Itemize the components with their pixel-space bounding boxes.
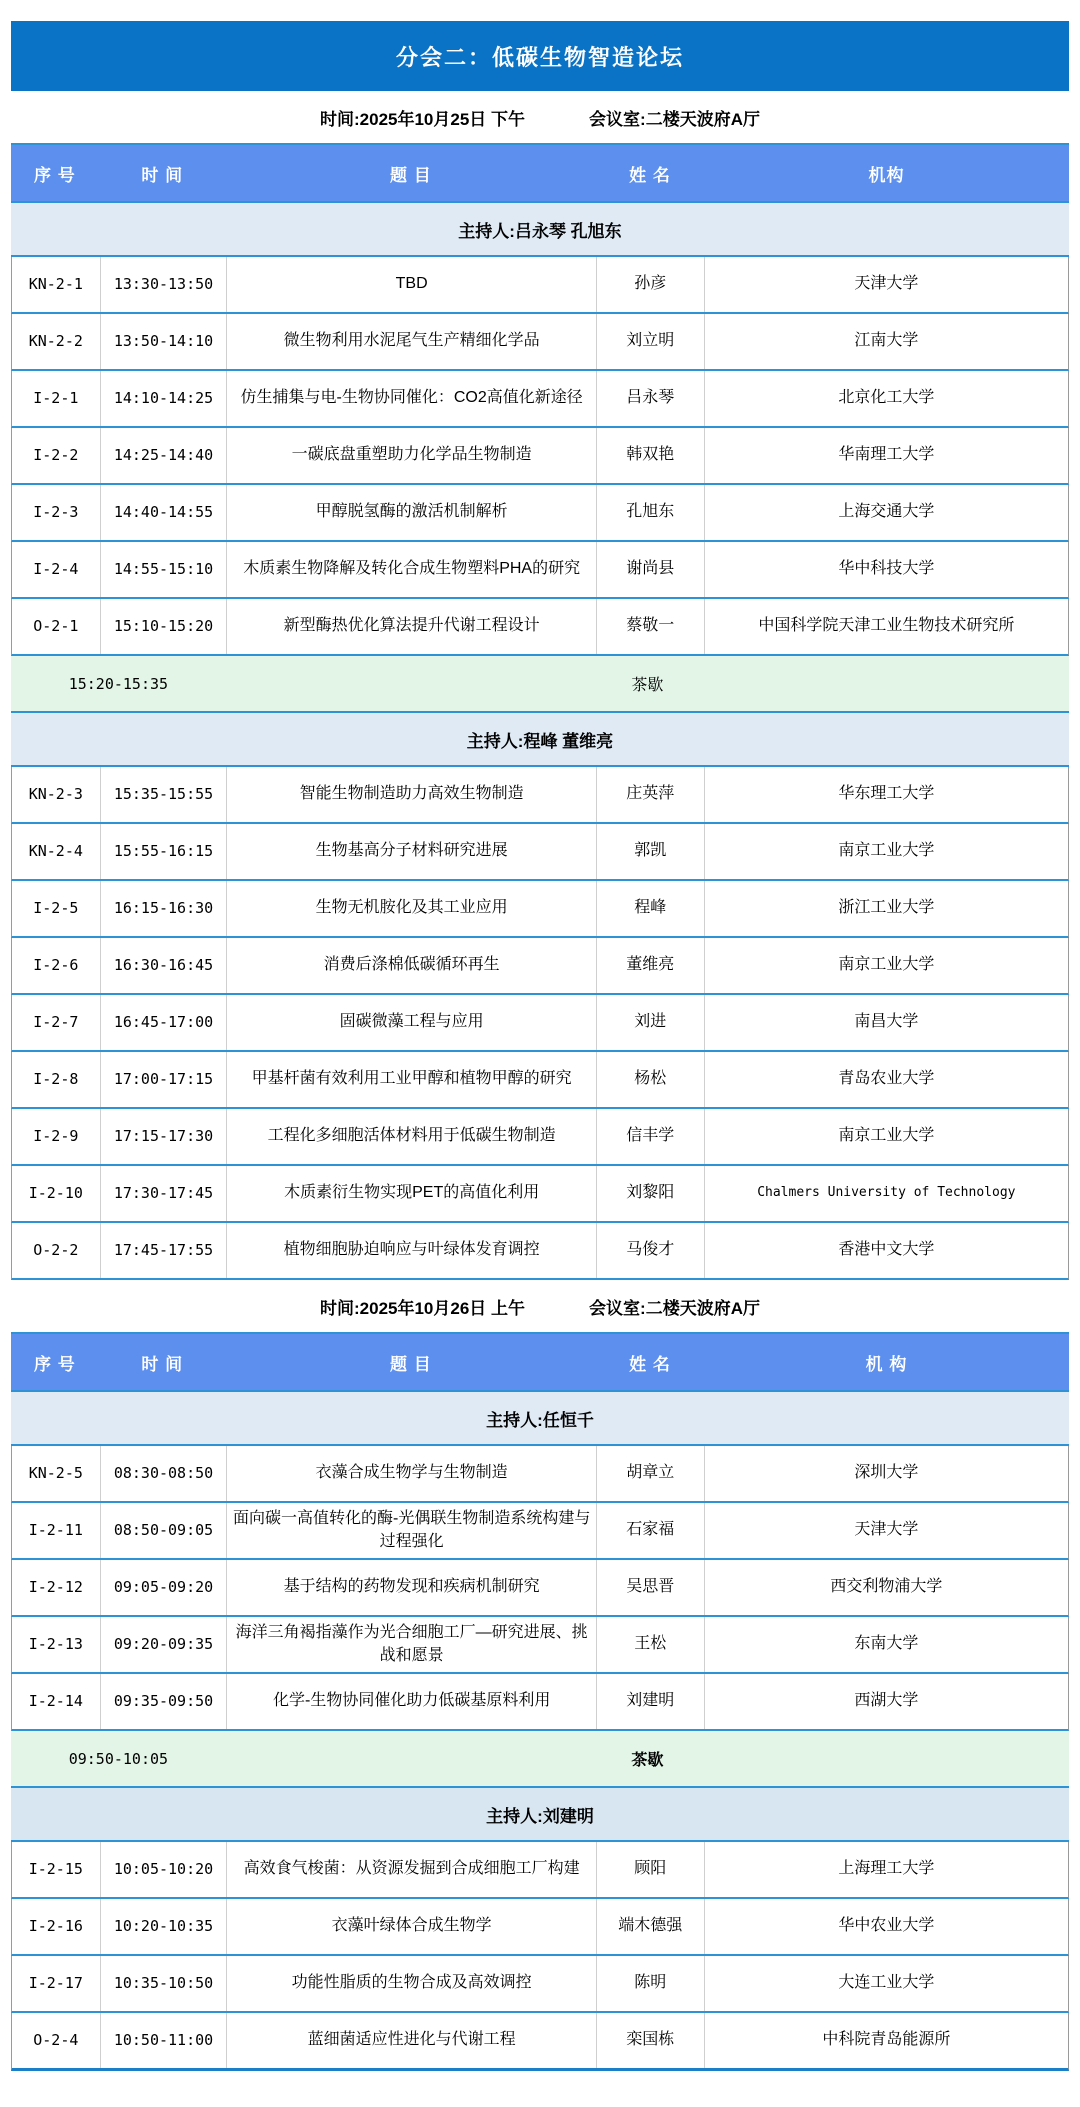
talk-time: 09:35-09:50 <box>100 1674 227 1729</box>
speaker-org: 浙江工业大学 <box>704 881 1068 936</box>
speaker-org: Chalmers University of Technology <box>704 1166 1068 1221</box>
header-cell-no: 序 号 <box>34 165 76 185</box>
talk-id: I-2-4 <box>33 560 79 578</box>
talk-title: TBD <box>226 257 596 312</box>
talk-time: 13:50-14:10 <box>100 314 227 369</box>
speaker-name: 吕永琴 <box>596 371 704 426</box>
header-cell-time: 时 间 <box>141 165 184 185</box>
talk-id: I-2-15 <box>28 1860 83 1878</box>
tea-break-row <box>11 1731 1069 1788</box>
talk-row <box>11 542 1069 599</box>
talk-title: 甲醇脱氢酶的激活机制解析 <box>226 485 596 540</box>
talk-time: 16:30-16:45 <box>100 938 227 993</box>
speaker-org: 华中科技大学 <box>704 542 1068 597</box>
speaker-name: 刘进 <box>596 995 704 1050</box>
speaker-name: 蔡敬一 <box>596 599 704 654</box>
speaker-name: 孔旭东 <box>596 485 704 540</box>
talk-row <box>11 1109 1069 1166</box>
talk-row <box>11 767 1069 824</box>
speaker-org: 上海交通大学 <box>704 485 1068 540</box>
talk-id: KN-2-2 <box>28 332 83 350</box>
speaker-name: 石家福 <box>596 1503 704 1558</box>
talk-id: I-2-6 <box>33 956 79 974</box>
speaker-name: 董维亮 <box>596 938 704 993</box>
speaker-name: 庄英萍 <box>596 767 704 822</box>
talk-row <box>11 1842 1069 1899</box>
speaker-org: 江南大学 <box>704 314 1068 369</box>
talk-id: O-2-1 <box>33 617 79 635</box>
talk-id: KN-2-3 <box>28 785 83 803</box>
speaker-name: 杨松 <box>596 1052 704 1107</box>
talk-title: 木质素衍生物实现PET的高值化利用 <box>226 1166 596 1221</box>
talk-title: 衣藻合成生物学与生物制造 <box>226 1446 596 1501</box>
talk-title: 海洋三角褐指藻作为光合细胞工厂—研究进展、挑战和愿景 <box>226 1617 596 1672</box>
talk-id: I-2-3 <box>33 503 79 521</box>
moderator-row <box>11 1392 1069 1446</box>
moderator-label: 主持人:吕永琴 孔旭东 <box>458 221 622 241</box>
talk-time: 17:45-17:55 <box>100 1223 227 1278</box>
talk-time: 16:45-17:00 <box>100 995 227 1050</box>
header-cell-no: 序 号 <box>34 1354 76 1374</box>
talk-row <box>11 1560 1069 1617</box>
speaker-org: 东南大学 <box>704 1617 1068 1672</box>
talk-row <box>11 485 1069 542</box>
talk-time: 17:30-17:45 <box>100 1166 227 1221</box>
talk-id: I-2-11 <box>28 1521 83 1539</box>
speaker-org: 南京工业大学 <box>704 824 1068 879</box>
speaker-name: 栾国栋 <box>596 2013 704 2068</box>
talk-title: 仿生捕集与电-生物协同催化：CO2高值化新途径 <box>226 371 596 426</box>
speaker-org: 华南理工大学 <box>704 428 1068 483</box>
talk-title: 智能生物制造助力高效生物制造 <box>226 767 596 822</box>
talk-title: 新型酶热优化算法提升代谢工程设计 <box>226 599 596 654</box>
speaker-name: 端木德强 <box>596 1899 704 1954</box>
talk-time: 14:10-14:25 <box>100 371 227 426</box>
speaker-org: 天津大学 <box>704 257 1068 312</box>
speaker-name: 郭凯 <box>596 824 704 879</box>
speaker-name: 陈明 <box>596 1956 704 2011</box>
talk-title: 衣藻叶绿体合成生物学 <box>226 1899 596 1954</box>
speaker-org: 香港中文大学 <box>704 1223 1068 1278</box>
speaker-org: 深圳大学 <box>704 1446 1068 1501</box>
talk-title: 蓝细菌适应性进化与代谢工程 <box>226 2013 596 2068</box>
talk-time: 10:05-10:20 <box>100 1842 227 1897</box>
talk-title: 固碳微藻工程与应用 <box>226 995 596 1050</box>
header-cell-org: 机 构 <box>865 1354 908 1374</box>
speaker-org: 中科院青岛能源所 <box>704 2013 1068 2068</box>
talk-id: I-2-2 <box>33 446 79 464</box>
speaker-org: 南京工业大学 <box>704 938 1068 993</box>
talk-time: 16:15-16:30 <box>100 881 227 936</box>
talk-id: I-2-13 <box>28 1635 83 1653</box>
talk-id: I-2-5 <box>33 899 79 917</box>
talk-row <box>11 371 1069 428</box>
talk-row <box>11 1617 1069 1674</box>
speaker-name: 马俊才 <box>596 1223 704 1278</box>
talk-title: 一碳底盘重塑助力化学品生物制造 <box>226 428 596 483</box>
moderator-row <box>11 203 1069 257</box>
talk-row <box>11 314 1069 371</box>
tea-break-time: 15:20-15:35 <box>68 674 169 693</box>
speaker-name: 吴思晋 <box>596 1560 704 1615</box>
talk-title: 生物基高分子材料研究进展 <box>226 824 596 879</box>
session-room: 会议室:二楼天波府A厅 <box>589 109 760 129</box>
moderator-row <box>11 713 1069 767</box>
speaker-name: 韩双艳 <box>596 428 704 483</box>
speaker-org: 华东理工大学 <box>704 767 1068 822</box>
header-cell-title: 题 目 <box>390 1354 432 1374</box>
session-time: 时间:2025年10月25日 下午 <box>320 109 526 129</box>
table-header <box>11 145 1069 203</box>
talk-time: 09:05-09:20 <box>100 1560 227 1615</box>
speaker-org: 大连工业大学 <box>704 1956 1068 2011</box>
speaker-org: 青岛农业大学 <box>704 1052 1068 1107</box>
talk-time: 15:10-15:20 <box>100 599 227 654</box>
tea-break-label: 茶歇 <box>631 1752 664 1769</box>
tea-break-time: 09:50-10:05 <box>68 1749 169 1768</box>
talk-time: 10:35-10:50 <box>100 1956 227 2011</box>
talk-row <box>11 1223 1069 1280</box>
talk-id: I-2-17 <box>28 1974 83 1992</box>
talk-time: 17:15-17:30 <box>100 1109 227 1164</box>
speaker-name: 刘立明 <box>596 314 704 369</box>
talk-time: 13:30-13:50 <box>100 257 227 312</box>
talk-row <box>11 1446 1069 1503</box>
talk-time: 17:00-17:15 <box>100 1052 227 1107</box>
talk-time: 15:55-16:15 <box>100 824 227 879</box>
talk-row <box>11 938 1069 995</box>
table-header <box>11 1334 1069 1392</box>
talk-row <box>11 995 1069 1052</box>
speaker-name: 信丰学 <box>596 1109 704 1164</box>
talk-row <box>11 428 1069 485</box>
talk-row <box>11 257 1069 314</box>
header-cell-org: 机构 <box>868 165 905 185</box>
session-room: 会议室:二楼天波府A厅 <box>589 1298 760 1318</box>
talk-row <box>11 824 1069 881</box>
talk-title: 甲基杆菌有效利用工业甲醇和植物甲醇的研究 <box>226 1052 596 1107</box>
talk-id: I-2-8 <box>33 1070 79 1088</box>
speaker-org: 上海理工大学 <box>704 1842 1068 1897</box>
header-cell-time: 时 间 <box>141 1354 184 1374</box>
talk-title: 化学-生物协同催化助力低碳基原料利用 <box>226 1674 596 1729</box>
talk-row <box>11 1166 1069 1223</box>
talk-id: I-2-7 <box>33 1013 79 1031</box>
schedule-page <box>11 21 1069 2071</box>
schedule-table <box>11 91 1069 2071</box>
header-cell-name: 姓 名 <box>629 1354 671 1374</box>
speaker-org: 中国科学院天津工业生物技术研究所 <box>704 599 1068 654</box>
speaker-org: 南昌大学 <box>704 995 1068 1050</box>
talk-row <box>11 1674 1069 1731</box>
header-cell-name: 姓 名 <box>629 165 671 185</box>
speaker-org: 天津大学 <box>704 1503 1068 1558</box>
talk-time: 10:20-10:35 <box>100 1899 227 1954</box>
talk-title: 生物无机胺化及其工业应用 <box>226 881 596 936</box>
speaker-name: 胡章立 <box>596 1446 704 1501</box>
talk-time: 14:40-14:55 <box>100 485 227 540</box>
talk-row <box>11 1899 1069 1956</box>
tea-break-label: 茶歇 <box>631 677 664 694</box>
session-info <box>11 91 1069 145</box>
session-time: 时间:2025年10月26日 上午 <box>320 1298 526 1318</box>
speaker-name: 顾阳 <box>596 1842 704 1897</box>
talk-row <box>11 1052 1069 1109</box>
talk-title: 木质素生物降解及转化合成生物塑料PHA的研究 <box>226 542 596 597</box>
speaker-name: 孙彦 <box>596 257 704 312</box>
talk-id: I-2-14 <box>28 1692 83 1710</box>
talk-time: 15:35-15:55 <box>100 767 227 822</box>
session-title: 分会二：低碳生物智造论坛 <box>11 21 1069 91</box>
talk-id: I-2-9 <box>33 1127 79 1145</box>
talk-title: 功能性脂质的生物合成及高效调控 <box>226 1956 596 2011</box>
moderator-label: 主持人:刘建明 <box>486 1806 594 1826</box>
talk-title: 工程化多细胞活体材料用于低碳生物制造 <box>226 1109 596 1164</box>
talk-id: O-2-2 <box>33 1241 79 1259</box>
talk-id: I-2-12 <box>28 1578 83 1596</box>
talk-id: KN-2-5 <box>28 1464 83 1482</box>
talk-title: 高效食气梭菌：从资源发掘到合成细胞工厂构建 <box>226 1842 596 1897</box>
talk-row <box>11 1503 1069 1560</box>
talk-title: 植物细胞胁迫响应与叶绿体发育调控 <box>226 1223 596 1278</box>
talk-time: 10:50-11:00 <box>100 2013 227 2068</box>
talk-time: 08:50-09:05 <box>100 1503 227 1558</box>
speaker-org: 北京化工大学 <box>704 371 1068 426</box>
session-info <box>11 1280 1069 1334</box>
talk-time: 14:25-14:40 <box>100 428 227 483</box>
talk-title: 微生物利用水泥尾气生产精细化学品 <box>226 314 596 369</box>
talk-time: 08:30-08:50 <box>100 1446 227 1501</box>
speaker-name: 谢尚县 <box>596 542 704 597</box>
talk-row <box>11 599 1069 656</box>
talk-row <box>11 1956 1069 2013</box>
speaker-name: 刘黎阳 <box>596 1166 704 1221</box>
speaker-org: 南京工业大学 <box>704 1109 1068 1164</box>
talk-id: KN-2-1 <box>28 275 83 293</box>
talk-row <box>11 2013 1069 2071</box>
speaker-org: 西湖大学 <box>704 1674 1068 1729</box>
speaker-name: 程峰 <box>596 881 704 936</box>
talk-id: I-2-16 <box>28 1917 83 1935</box>
talk-id: O-2-4 <box>33 2031 79 2049</box>
talk-title: 消费后涤棉低碳循环再生 <box>226 938 596 993</box>
talk-time: 14:55-15:10 <box>100 542 227 597</box>
talk-id: KN-2-4 <box>28 842 83 860</box>
talk-title: 面向碳一高值转化的酶-光偶联生物制造系统构建与过程强化 <box>226 1503 596 1558</box>
moderator-label: 主持人:任恒千 <box>486 1410 594 1430</box>
speaker-org: 华中农业大学 <box>704 1899 1068 1954</box>
moderator-label: 主持人:程峰 董维亮 <box>466 731 614 751</box>
talk-id: I-2-10 <box>28 1184 83 1202</box>
speaker-org: 西交利物浦大学 <box>704 1560 1068 1615</box>
speaker-name: 王松 <box>596 1617 704 1672</box>
tea-break-row <box>11 656 1069 713</box>
talk-title: 基于结构的药物发现和疾病机制研究 <box>226 1560 596 1615</box>
speaker-name: 刘建明 <box>596 1674 704 1729</box>
talk-id: I-2-1 <box>33 389 79 407</box>
talk-time: 09:20-09:35 <box>100 1617 227 1672</box>
header-cell-title: 题 目 <box>390 165 432 185</box>
talk-row <box>11 881 1069 938</box>
moderator-row <box>11 1788 1069 1842</box>
